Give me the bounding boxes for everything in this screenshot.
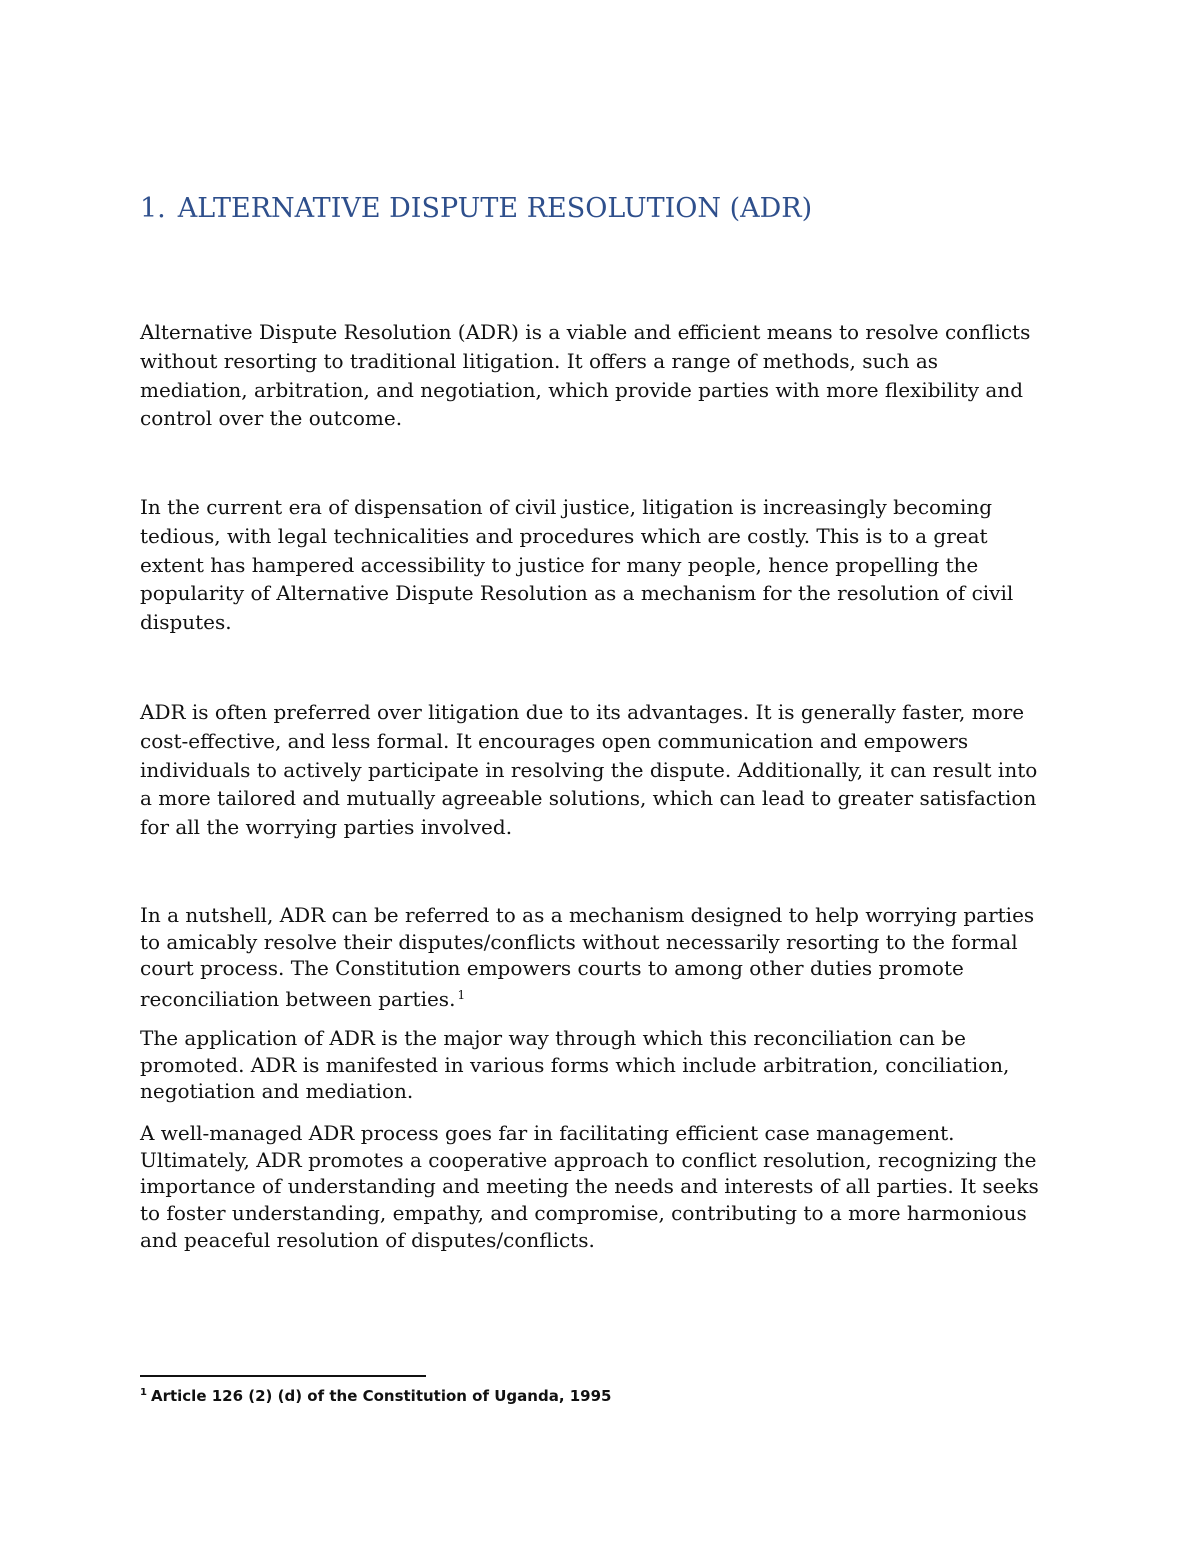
text-line: promoted. ADR is manifested in various forms which include arbitration, conciliation, [140,1052,1010,1077]
text-line: popularity of Alternative Dispute Resolution as a mechanism for the resolution of civil [140,581,1014,606]
text-line: A well-managed ADR process goes far in facilitating efficient case management. [140,1121,955,1145]
paragraph-4 [140,902,1070,1013]
paragraph-2 [140,493,1070,637]
footnote [140,1387,612,1405]
text-line: mediation, arbitration, and negotiation, which provide parties with more flexibility and [140,377,1024,402]
text-line: Ultimately, ADR promotes a cooperative approach to conflict resolution, recognizing the [140,1147,1037,1172]
text-line: for all the worrying parties involved. [140,815,513,840]
paragraph-6 [140,1120,1070,1254]
text-line: court process. The Constitution empowers courts to among other duties promote [140,956,964,981]
text-line: a more tailored and mutually agreeable solutions, which can lead to greater satisfaction [140,786,1037,811]
text-line: ADR is often preferred over litigation due to its advantages. It is generally faster, more [140,700,1025,724]
footnote-text: Article 126 (2) (d) of the Constitution of Uganda, 1995 [150,1387,612,1405]
footnote-marker: 1 [140,1387,147,1398]
text-line: disputes. [140,610,232,635]
text-line: tedious, with legal technicalities and procedures which are costly. This is to a great [140,523,988,548]
text-line: to amicably resolve their disputes/conflicts without necessarily resorting to the formal [140,929,1018,954]
text-line: The application of ADR is the major way through which this reconciliation can be [140,1026,966,1050]
text-line: to foster understanding, empathy, and compromise, contributing to a more harmonious [140,1201,1027,1226]
text-line [140,982,1070,1013]
text-line: without resorting to traditional litigation. It offers a range of methods, such as [140,348,939,373]
text-line: extent has hampered accessibility to justice for many people, hence propelling the [140,552,979,577]
text-line: In a nutshell, ADR can be referred to as a mechanism designed to help worrying parties [140,903,1035,927]
text-line: control over the outcome. [140,406,403,431]
text-line: In the current era of dispensation of civil justice, litigation is increasingly becoming [140,495,993,519]
text-line-content: reconciliation between parties. [140,987,456,1012]
text-line: cost-effective, and less formal. It encourages open communication and empowers [140,728,969,753]
section-title: ALTERNATIVE DISPUTE RESOLUTION (ADR) [177,193,813,224]
text-line: and peaceful resolution of disputes/conflicts. [140,1227,595,1252]
paragraph-1 [140,318,1070,433]
footnote-separator [140,1375,426,1377]
paragraph-3 [140,698,1070,842]
paragraph-5 [140,1025,1070,1105]
text-line: individuals to actively participate in resolving the dispute. Additionally, it can result into [140,757,1038,782]
text-line: Alternative Dispute Resolution (ADR) is a viable and efficient means to resolve conflicts [140,320,1031,344]
text-line: importance of understanding and meeting the needs and interests of all parties. It seeks [140,1174,1039,1199]
section-heading [140,193,812,224]
section-number: 1. [140,193,166,224]
footnote-reference[interactable]: 1 [457,988,466,1003]
text-line: negotiation and mediation. [140,1079,414,1104]
